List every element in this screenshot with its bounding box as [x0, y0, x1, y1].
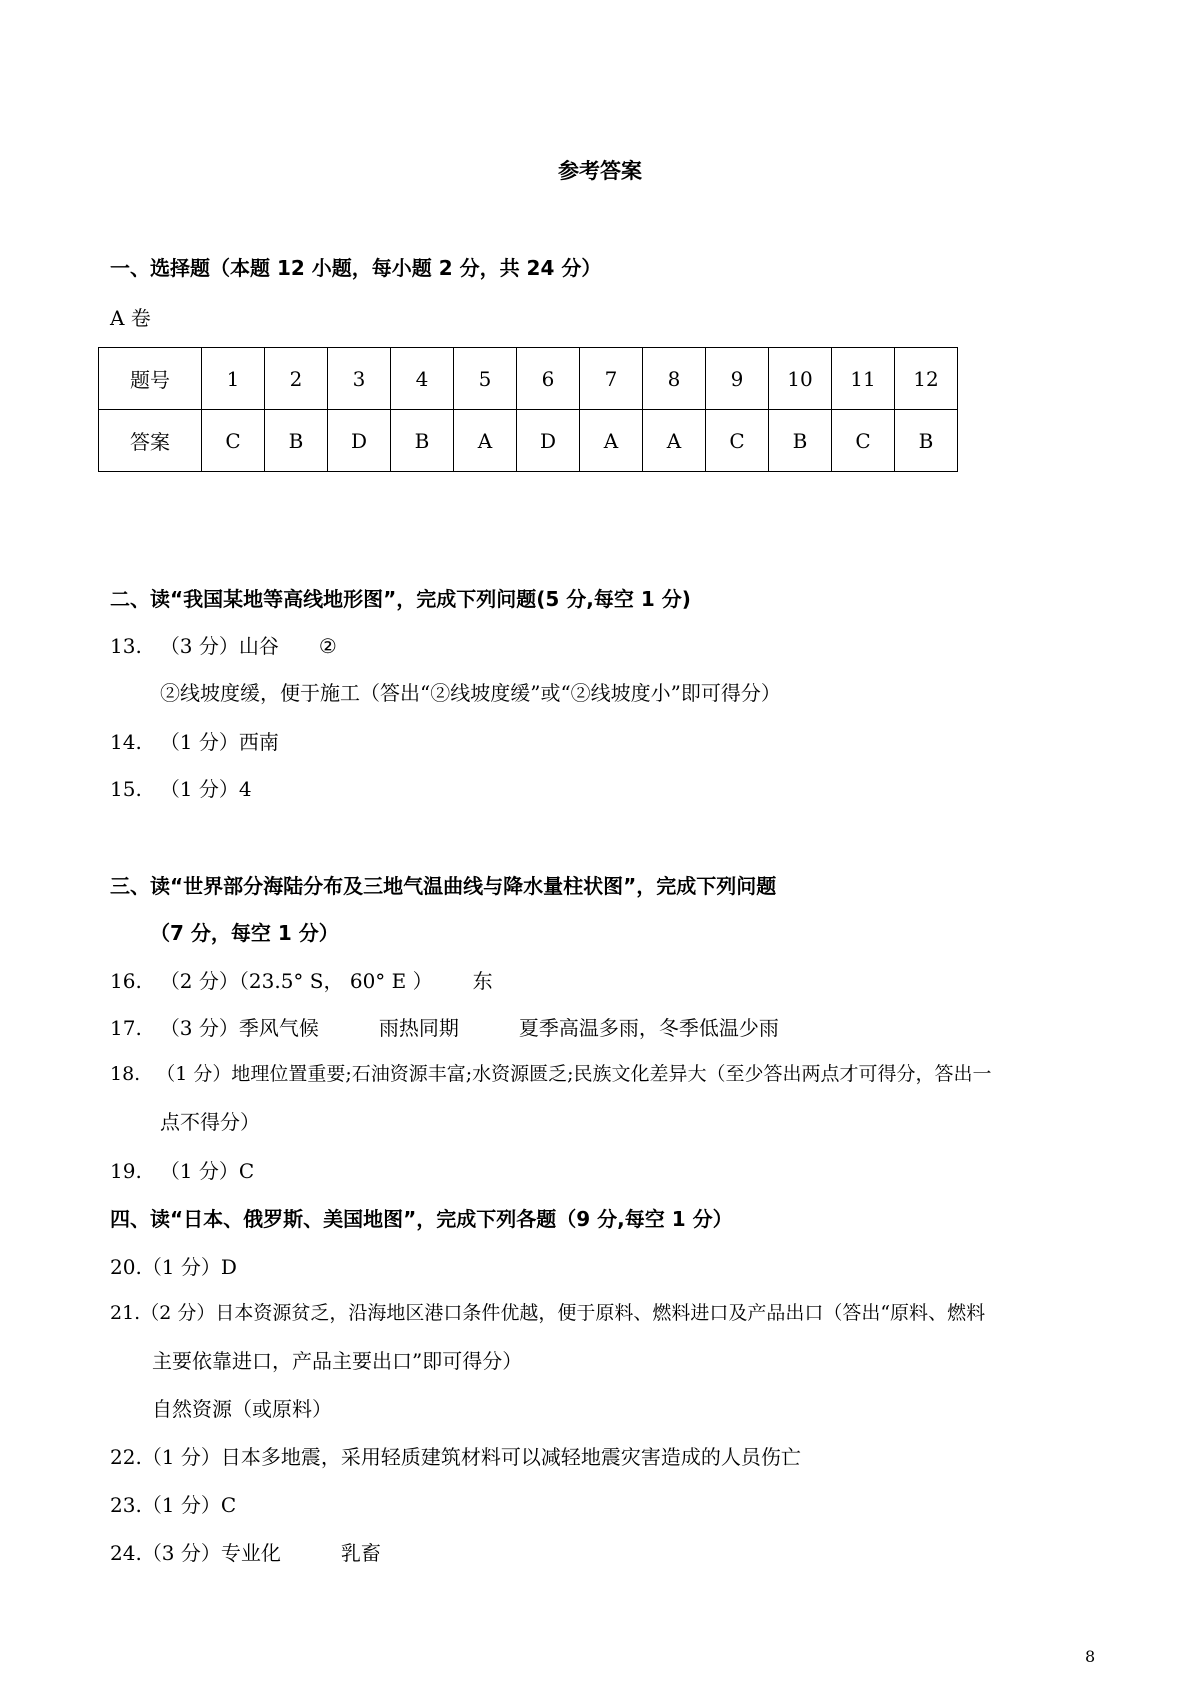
row-label-answer: 答案 [99, 410, 202, 472]
question-number: 14. [110, 730, 142, 754]
table-cell: 11 [832, 348, 895, 410]
answer-19 [110, 1155, 254, 1184]
question-number: 16. [110, 969, 142, 993]
table-cell: 1 [202, 348, 265, 410]
table-cell: 3 [328, 348, 391, 410]
table-cell: 4 [391, 348, 454, 410]
table-cell: B [265, 410, 328, 472]
answer-text: （2 分）（23.5° S， 60° E ） [159, 969, 433, 993]
answer-text: （2 分）日本资源贫乏，沿海地区港口条件优越，便于原料、燃料进口及产品出口（答出“原料、燃料 [140, 1302, 986, 1324]
answer-24 [110, 1537, 381, 1566]
answer-text: 雨热同期 [378, 1016, 459, 1040]
answer-text: （1 分）D [141, 1255, 237, 1279]
question-number: 22. [110, 1445, 142, 1469]
answer-21-second: 自然资源（或原料） [152, 1397, 332, 1421]
answer-13 [110, 630, 337, 659]
page-number: 8 [1085, 1647, 1096, 1666]
section4-heading: 四、读“日本、俄罗斯、美国地图”，完成下列各题（9 分,每空 1 分） [110, 1207, 733, 1231]
question-number: 13. [110, 634, 142, 658]
table-cell: 7 [580, 348, 643, 410]
table-cell: B [769, 410, 832, 472]
answer-text: 东 [472, 969, 493, 993]
question-number: 21. [110, 1302, 141, 1324]
answer-21 [110, 1298, 985, 1325]
table-cell: A [454, 410, 517, 472]
table-cell: 10 [769, 348, 832, 410]
answer-text: （1 分）4 [159, 777, 252, 801]
answer-table [98, 347, 958, 472]
answer-17 [110, 1012, 779, 1041]
question-number: 17. [110, 1016, 142, 1040]
answer-text: （3 分）季风气候 [159, 1016, 319, 1040]
table-cell: B [895, 410, 958, 472]
answer-text: （1 分）日本多地震，采用轻质建筑材料可以减轻地震灾害造成的人员伤亡 [141, 1445, 801, 1469]
answer-text: （3 分）专业化 [141, 1541, 281, 1565]
table-cell: D [328, 410, 391, 472]
answer-18 [110, 1059, 992, 1086]
answer-text: 夏季高温多雨，冬季低温少雨 [518, 1016, 779, 1040]
answer-text: （1 分）西南 [159, 730, 279, 754]
table-cell: 12 [895, 348, 958, 410]
answer-16 [110, 965, 493, 994]
answer-text: 乳畜 [340, 1541, 381, 1565]
answer-text: （3 分）山谷 [159, 634, 279, 658]
question-number: 18. [110, 1063, 141, 1085]
page-title: 参考答案 [558, 159, 642, 183]
section2-heading: 二、读“我国某地等高线地形图”，完成下列问题(5 分,每空 1 分) [110, 587, 691, 611]
question-number: 20. [110, 1255, 142, 1279]
table-cell: 9 [706, 348, 769, 410]
answer-text: （1 分）C [141, 1493, 237, 1517]
table-cell: A [643, 410, 706, 472]
answer-23 [110, 1489, 236, 1518]
volume-label: A 卷 [110, 306, 151, 330]
table-row [99, 410, 958, 472]
table-cell: 5 [454, 348, 517, 410]
table-row [99, 348, 958, 410]
question-number: 19. [110, 1159, 142, 1183]
table-cell: 6 [517, 348, 580, 410]
table-cell: C [706, 410, 769, 472]
answer-13-explanation: ②线坡度缓，便于施工（答出“②线坡度缓”或“②线坡度小”即可得分） [160, 681, 781, 705]
section3-heading: 三、读“世界部分海陆分布及三地气温曲线与降水量柱状图”，完成下列问题 [110, 874, 777, 898]
question-number: 24. [110, 1541, 142, 1565]
section3-heading-points: （7 分，每空 1 分） [150, 921, 339, 945]
answer-22 [110, 1441, 801, 1470]
answer-21-continued: 主要依靠进口，产品主要出口”即可得分） [152, 1349, 523, 1373]
row-label-number: 题号 [99, 348, 202, 410]
answer-18-continued: 点不得分） [160, 1110, 260, 1134]
question-number: 23. [110, 1493, 142, 1517]
question-number: 15. [110, 777, 142, 801]
answer-text: （1 分）C [159, 1159, 255, 1183]
answer-text: ② [318, 634, 337, 658]
table-cell: C [202, 410, 265, 472]
table-cell: D [517, 410, 580, 472]
answer-20 [110, 1251, 237, 1280]
table-cell: 2 [265, 348, 328, 410]
table-cell: B [391, 410, 454, 472]
table-cell: A [580, 410, 643, 472]
table-cell: 8 [643, 348, 706, 410]
table-cell: C [832, 410, 895, 472]
answer-14 [110, 726, 279, 755]
section1-heading: 一、选择题（本题 12 小题，每小题 2 分，共 24 分） [110, 256, 602, 280]
answer-15 [110, 773, 252, 802]
answer-text: （1 分）地理位置重要;石油资源丰富;水资源匮乏;民族文化差异大（至少答出两点才可得分，答出一 [156, 1063, 992, 1085]
